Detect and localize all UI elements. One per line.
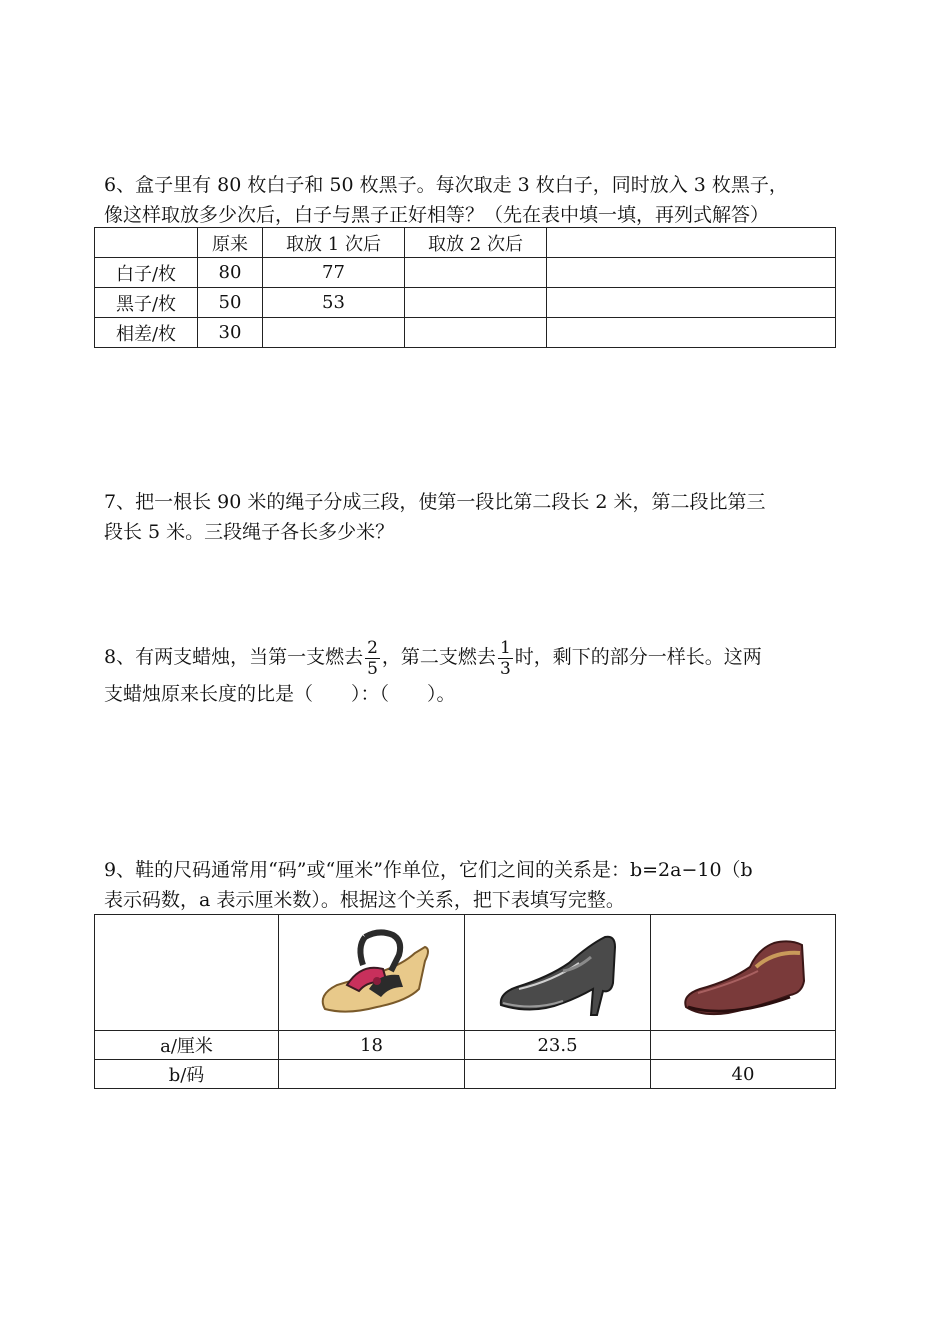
table-row bbox=[95, 258, 836, 288]
question-9 bbox=[104, 855, 844, 915]
table-cell bbox=[547, 258, 836, 288]
table-cell bbox=[465, 915, 651, 1031]
table-cell bbox=[651, 1031, 836, 1060]
question-7 bbox=[104, 487, 844, 547]
table-image-row bbox=[95, 915, 836, 1031]
table-cell bbox=[263, 318, 405, 348]
table-cell: 50 bbox=[198, 288, 263, 318]
question-9-table bbox=[94, 914, 836, 1089]
question-6-line-1: 6、盒子里有 80 枚白子和 50 枚黑子。每次取走 3 枚白子，同时放入 3 枚黑子， bbox=[104, 174, 788, 196]
question-9-line-2: 表示码数，a 表示厘米数）。根据这个关系，把下表填写完整。 bbox=[104, 889, 625, 911]
question-8 bbox=[104, 635, 844, 709]
fraction-two-fifths bbox=[365, 638, 380, 679]
table-cell: 23.5 bbox=[465, 1031, 651, 1060]
table-cell: 取放 1 次后 bbox=[263, 228, 405, 258]
question-6-line-2: 像这样取放多少次后，白子与黑子正好相等？（先在表中填一填，再列式解答） bbox=[104, 204, 770, 226]
table-row bbox=[95, 318, 836, 348]
fraction-numerator: 1 bbox=[499, 637, 511, 658]
high-heel-shoe-image bbox=[493, 923, 623, 1023]
question-8-line-2: 支蜡烛原来长度的比是（ ）：（ ）。 bbox=[104, 683, 456, 705]
question-6-table bbox=[94, 227, 836, 348]
table-cell bbox=[405, 318, 547, 348]
table-cell bbox=[547, 228, 836, 258]
fraction-numerator: 2 bbox=[367, 637, 378, 658]
table-cell: a/厘米 bbox=[95, 1031, 279, 1060]
table-row bbox=[95, 1060, 836, 1089]
leather-shoe-image bbox=[678, 923, 808, 1023]
table-cell bbox=[95, 915, 279, 1031]
table-cell: 18 bbox=[279, 1031, 465, 1060]
table-cell bbox=[279, 915, 465, 1031]
table-cell: 原来 bbox=[198, 228, 263, 258]
table-cell: 相差/枚 bbox=[95, 318, 198, 348]
table-cell bbox=[547, 288, 836, 318]
question-8-text-1: 8、有两支蜡烛，当第一支燃去 bbox=[104, 646, 364, 668]
table-cell: 取放 2 次后 bbox=[405, 228, 547, 258]
table-cell: 77 bbox=[263, 258, 405, 288]
sandal-image bbox=[307, 923, 437, 1023]
table-cell bbox=[651, 915, 836, 1031]
table-cell bbox=[405, 288, 547, 318]
table-cell bbox=[465, 1060, 651, 1089]
question-8-line-1 bbox=[104, 635, 844, 679]
table-header-row bbox=[95, 228, 836, 258]
question-8-text-2: ，第二支燃去 bbox=[381, 646, 496, 668]
table-cell: b/码 bbox=[95, 1060, 279, 1089]
fraction-denominator: 3 bbox=[499, 658, 511, 679]
table-cell bbox=[405, 258, 547, 288]
table-cell: 80 bbox=[198, 258, 263, 288]
question-9-line-1: 9、鞋的尺码通常用“码”或“厘米”作单位，它们之间的关系是：b=2a−10（b bbox=[104, 859, 753, 881]
question-7-line-1: 7、把一根长 90 米的绳子分成三段，使第一段比第二段长 2 米，第二段比第三 bbox=[104, 491, 766, 513]
question-6 bbox=[104, 170, 844, 230]
table-cell: 53 bbox=[263, 288, 405, 318]
table-cell bbox=[279, 1060, 465, 1089]
question-8-text-3: 时，剩下的部分一样长。这两 bbox=[514, 646, 762, 668]
table-cell: 白子/枚 bbox=[95, 258, 198, 288]
table-row bbox=[95, 288, 836, 318]
table-cell: 40 bbox=[651, 1060, 836, 1089]
table-cell: 30 bbox=[198, 318, 263, 348]
table-cell bbox=[95, 228, 198, 258]
question-7-line-2: 段长 5 米。三段绳子各长多少米？ bbox=[104, 521, 395, 543]
table-row bbox=[95, 1031, 836, 1060]
table-cell: 黑子/枚 bbox=[95, 288, 198, 318]
fraction-one-third bbox=[498, 638, 513, 679]
table-cell bbox=[547, 318, 836, 348]
fraction-denominator: 5 bbox=[367, 658, 378, 679]
